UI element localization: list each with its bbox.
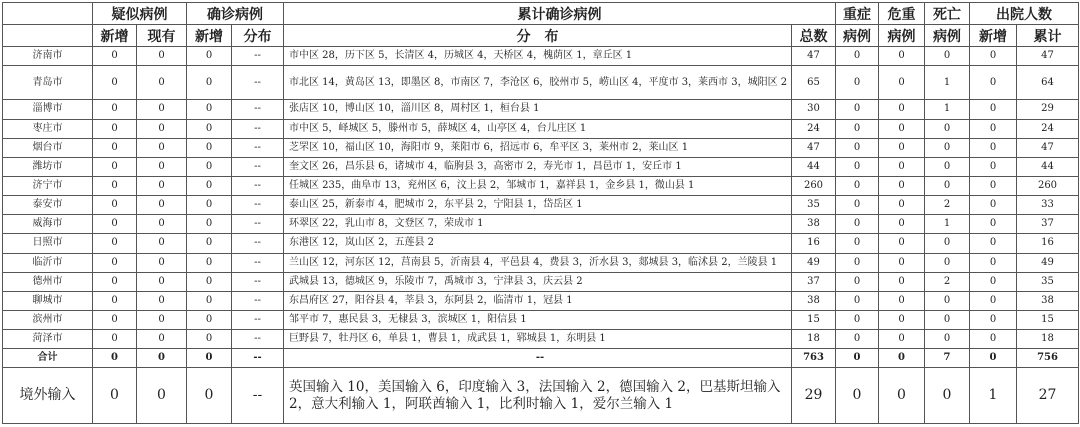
death-cell: 0 [925, 47, 970, 66]
table-row [3, 176, 1079, 195]
suspected-new-cell: 0 [93, 196, 137, 215]
suspected-new-cell: 0 [93, 66, 137, 100]
suspected-new-cell: 0 [93, 234, 137, 253]
discharged-total-cell: 15 [1017, 310, 1079, 329]
table-row [3, 272, 1079, 291]
header-discharged-total: 累计 [1017, 25, 1079, 47]
total-cell: 65 [792, 66, 836, 100]
header-severe-case: 病例 [836, 25, 879, 47]
severe-cell: 0 [836, 234, 879, 253]
severe-cell: 0 [836, 272, 879, 291]
table-row [3, 157, 1079, 176]
confirmed-new-cell: 0 [187, 291, 232, 310]
discharged-total-cell: 29 [1017, 100, 1079, 119]
discharged-new-cell: 0 [970, 47, 1017, 66]
discharged-total-cell: 18 [1017, 330, 1079, 349]
suspected-new-cell: 0 [93, 330, 137, 349]
header-cumulative-total: 总数 [792, 25, 836, 47]
discharged-new-cell: 0 [970, 234, 1017, 253]
discharged-total-cell: 64 [1017, 66, 1079, 100]
header-row-1 [3, 3, 1079, 25]
table-row [3, 291, 1079, 310]
header-row-2 [3, 25, 1079, 47]
confirmed-new-cell: 0 [187, 310, 232, 329]
confirmed-distribution-cell: -- [232, 310, 284, 329]
city-cell: 临沂市 [3, 253, 93, 272]
confirmed-new-cell: 0 [187, 330, 232, 349]
critical-cell: 0 [879, 176, 925, 195]
discharged-new-cell: 0 [970, 272, 1017, 291]
confirmed-new-cell: 0 [187, 196, 232, 215]
death-cell: 0 [925, 138, 970, 157]
city-cell: 淄博市 [3, 100, 93, 119]
total-cell: 47 [792, 138, 836, 157]
discharged-total-cell: 24 [1017, 119, 1079, 138]
discharged-new-cell: 0 [970, 100, 1017, 119]
critical-cell: 0 [879, 349, 925, 368]
discharged-new-cell: 0 [970, 119, 1017, 138]
city-cell: 德州市 [3, 272, 93, 291]
confirmed-distribution-cell: -- [232, 368, 284, 424]
confirmed-distribution-cell: -- [232, 176, 284, 195]
confirmed-new-cell: 0 [187, 47, 232, 66]
confirmed-distribution-cell: -- [232, 349, 284, 368]
discharged-new-cell: 0 [970, 66, 1017, 100]
distribution-cell: -- [284, 349, 792, 368]
death-cell: 0 [925, 368, 970, 424]
header-discharged: 出院人数 [970, 3, 1079, 25]
discharged-new-cell: 0 [970, 138, 1017, 157]
confirmed-distribution-cell: -- [232, 330, 284, 349]
severe-cell: 0 [836, 119, 879, 138]
table-row [3, 253, 1079, 272]
death-cell: 0 [925, 330, 970, 349]
suspected-new-cell: 0 [93, 272, 137, 291]
critical-cell: 0 [879, 119, 925, 138]
distribution-cell: 市中区 5，峄城区 5，滕州市 5，薛城区 4，山亭区 4，台儿庄区 1 [284, 119, 792, 138]
suspected-current-cell: 0 [137, 119, 187, 138]
city-cell: 日照市 [3, 234, 93, 253]
suspected-current-cell: 0 [137, 215, 187, 234]
discharged-total-cell: 47 [1017, 138, 1079, 157]
confirmed-distribution-cell: -- [232, 66, 284, 100]
critical-cell: 0 [879, 272, 925, 291]
suspected-current-cell: 0 [137, 272, 187, 291]
total-cell: 260 [792, 176, 836, 195]
suspected-current-cell: 0 [137, 100, 187, 119]
severe-cell: 0 [836, 215, 879, 234]
confirmed-distribution-cell: -- [232, 215, 284, 234]
confirmed-distribution-cell: -- [232, 119, 284, 138]
confirmed-new-cell: 0 [187, 215, 232, 234]
severe-cell: 0 [836, 330, 879, 349]
city-cell: 境外输入 [3, 368, 93, 424]
distribution-cell: 英国输入 10，美国输入 6，印度输入 3，法国输入 2，德国输入 2，巴基斯坦输入 2，意大利输入 1，阿联酋输入 1，比利时输入 1，爱尔兰输入 1 [284, 368, 792, 424]
discharged-new-cell: 0 [970, 330, 1017, 349]
severe-cell: 0 [836, 66, 879, 100]
critical-cell: 0 [879, 215, 925, 234]
distribution-cell: 兰山区 12，河东区 12，莒南县 5，沂南县 4，平邑县 4，费县 3，沂水县 3，郯城县 3，临沭县 2，兰陵县 1 [284, 253, 792, 272]
death-cell: 1 [925, 66, 970, 100]
death-cell: 2 [925, 196, 970, 215]
total-cell: 38 [792, 215, 836, 234]
critical-cell: 0 [879, 138, 925, 157]
critical-cell: 0 [879, 196, 925, 215]
discharged-new-cell: 0 [970, 157, 1017, 176]
confirmed-new-cell: 0 [187, 349, 232, 368]
table-row [3, 66, 1079, 100]
distribution-cell: 市中区 28，历下区 5，长清区 4，历城区 4，天桥区 4，槐荫区 1，章丘区 1 [284, 47, 792, 66]
discharged-new-cell: 0 [970, 196, 1017, 215]
discharged-new-cell: 0 [970, 291, 1017, 310]
suspected-new-cell: 0 [93, 157, 137, 176]
distribution-cell: 芝罘区 10，福山区 10，海阳市 9，莱阳市 6，招远市 6，牟平区 3，莱州市 2，莱山区 1 [284, 138, 792, 157]
severe-cell: 0 [836, 253, 879, 272]
confirmed-distribution-cell: -- [232, 253, 284, 272]
distribution-cell: 武城县 13，德城区 9，乐陵市 7，禹城市 3，宁津县 3，庆云县 2 [284, 272, 792, 291]
total-cell: 38 [792, 291, 836, 310]
header-death-case: 病例 [925, 25, 970, 47]
header-cumulative: 累计确诊病例 [284, 3, 836, 25]
confirmed-new-cell: 0 [187, 66, 232, 100]
total-cell: 29 [792, 368, 836, 424]
discharged-total-cell: 260 [1017, 176, 1079, 195]
table-row [3, 310, 1079, 329]
critical-cell: 0 [879, 330, 925, 349]
death-cell: 0 [925, 253, 970, 272]
discharged-total-cell: 35 [1017, 272, 1079, 291]
critical-cell: 0 [879, 368, 925, 424]
confirmed-distribution-cell: -- [232, 234, 284, 253]
severe-cell: 0 [836, 291, 879, 310]
total-cell: 763 [792, 349, 836, 368]
severe-cell: 0 [836, 349, 879, 368]
table-row [3, 349, 1079, 368]
critical-cell: 0 [879, 47, 925, 66]
total-cell: 30 [792, 100, 836, 119]
death-cell: 0 [925, 176, 970, 195]
suspected-current-cell: 0 [137, 234, 187, 253]
suspected-new-cell: 0 [93, 100, 137, 119]
confirmed-new-cell: 0 [187, 234, 232, 253]
critical-cell: 0 [879, 234, 925, 253]
suspected-current-cell: 0 [137, 138, 187, 157]
discharged-new-cell: 0 [970, 349, 1017, 368]
distribution-cell: 东港区 12，岚山区 2，五莲县 2 [284, 234, 792, 253]
table-row [3, 215, 1079, 234]
suspected-current-cell: 0 [137, 330, 187, 349]
total-cell: 49 [792, 253, 836, 272]
total-cell: 16 [792, 234, 836, 253]
suspected-current-cell: 0 [137, 47, 187, 66]
death-cell: 1 [925, 215, 970, 234]
severe-cell: 0 [836, 157, 879, 176]
discharged-total-cell: 756 [1017, 349, 1079, 368]
suspected-new-cell: 0 [93, 253, 137, 272]
critical-cell: 0 [879, 310, 925, 329]
confirmed-distribution-cell: -- [232, 47, 284, 66]
confirmed-new-cell: 0 [187, 253, 232, 272]
critical-cell: 0 [879, 66, 925, 100]
suspected-current-cell: 0 [137, 253, 187, 272]
confirmed-distribution-cell: -- [232, 291, 284, 310]
header-suspected-new: 新增 [93, 25, 137, 47]
total-cell: 35 [792, 196, 836, 215]
table-row [3, 138, 1079, 157]
suspected-current-cell: 0 [137, 349, 187, 368]
suspected-current-cell: 0 [137, 66, 187, 100]
severe-cell: 0 [836, 368, 879, 424]
city-cell: 济宁市 [3, 176, 93, 195]
distribution-cell: 邹平市 7，惠民县 3，无棣县 3，滨城区 1，阳信县 1 [284, 310, 792, 329]
distribution-cell: 环翠区 22，乳山市 8，文登区 7，荣成市 1 [284, 215, 792, 234]
confirmed-distribution-cell: -- [232, 100, 284, 119]
header-city-blank-2 [3, 25, 93, 47]
discharged-total-cell: 33 [1017, 196, 1079, 215]
header-death: 死亡 [925, 3, 970, 25]
confirmed-distribution-cell: -- [232, 196, 284, 215]
suspected-new-cell: 0 [93, 310, 137, 329]
death-cell: 1 [925, 100, 970, 119]
suspected-new-cell: 0 [93, 368, 137, 424]
header-critical-case: 病例 [879, 25, 925, 47]
discharged-total-cell: 47 [1017, 47, 1079, 66]
death-cell: 0 [925, 157, 970, 176]
header-confirmed: 确诊病例 [187, 3, 284, 25]
total-cell: 47 [792, 47, 836, 66]
suspected-new-cell: 0 [93, 291, 137, 310]
severe-cell: 0 [836, 196, 879, 215]
distribution-cell: 东昌府区 27，阳谷县 4，莘县 3，东阿县 2，临清市 1，冠县 1 [284, 291, 792, 310]
death-cell: 0 [925, 119, 970, 138]
confirmed-distribution-cell: -- [232, 138, 284, 157]
header-discharged-new: 新增 [970, 25, 1017, 47]
city-cell: 青岛市 [3, 66, 93, 100]
discharged-total-cell: 38 [1017, 291, 1079, 310]
severe-cell: 0 [836, 100, 879, 119]
table-row [3, 47, 1079, 66]
header-suspected: 疑似病例 [93, 3, 187, 25]
total-cell: 44 [792, 157, 836, 176]
severe-cell: 0 [836, 47, 879, 66]
city-cell: 聊城市 [3, 291, 93, 310]
suspected-new-cell: 0 [93, 119, 137, 138]
confirmed-new-cell: 0 [187, 119, 232, 138]
discharged-new-cell: 0 [970, 253, 1017, 272]
confirmed-new-cell: 0 [187, 100, 232, 119]
city-cell: 潍坊市 [3, 157, 93, 176]
header-suspected-current: 现有 [137, 25, 187, 47]
critical-cell: 0 [879, 157, 925, 176]
suspected-current-cell: 0 [137, 176, 187, 195]
total-cell: 15 [792, 310, 836, 329]
confirmed-distribution-cell: -- [232, 272, 284, 291]
suspected-new-cell: 0 [93, 349, 137, 368]
header-cumulative-distribution: 分 布 [284, 25, 792, 47]
city-cell: 威海市 [3, 215, 93, 234]
death-cell: 7 [925, 349, 970, 368]
suspected-current-cell: 0 [137, 368, 187, 424]
table-body [3, 47, 1079, 424]
distribution-cell: 市北区 14，黄岛区 13，即墨区 8，市南区 7，李沧区 6，胶州市 5，崂山区 4，平度市 3，莱西市 3，城阳区 2 [284, 66, 792, 100]
suspected-new-cell: 0 [93, 176, 137, 195]
total-cell: 18 [792, 330, 836, 349]
discharged-total-cell: 44 [1017, 157, 1079, 176]
confirmed-new-cell: 0 [187, 138, 232, 157]
severe-cell: 0 [836, 138, 879, 157]
city-cell: 滨州市 [3, 310, 93, 329]
severe-cell: 0 [836, 176, 879, 195]
distribution-cell: 任城区 235，曲阜市 13，兖州区 6，汶上县 2，邹城市 1，嘉祥县 1，金乡县 1，微山县 1 [284, 176, 792, 195]
suspected-new-cell: 0 [93, 215, 137, 234]
header-confirmed-distribution: 分布 [232, 25, 284, 47]
suspected-current-cell: 0 [137, 310, 187, 329]
confirmed-new-cell: 0 [187, 368, 232, 424]
critical-cell: 0 [879, 291, 925, 310]
distribution-cell: 泰山区 25，新泰市 4，肥城市 2，东平县 2，宁阳县 1，岱岳区 1 [284, 196, 792, 215]
table-row [3, 368, 1079, 424]
critical-cell: 0 [879, 253, 925, 272]
discharged-total-cell: 49 [1017, 253, 1079, 272]
city-cell: 枣庄市 [3, 119, 93, 138]
total-cell: 24 [792, 119, 836, 138]
discharged-new-cell: 0 [970, 310, 1017, 329]
confirmed-new-cell: 0 [187, 157, 232, 176]
death-cell: 0 [925, 234, 970, 253]
suspected-new-cell: 0 [93, 47, 137, 66]
city-cell: 合计 [3, 349, 93, 368]
city-cell: 菏泽市 [3, 330, 93, 349]
discharged-total-cell: 16 [1017, 234, 1079, 253]
suspected-current-cell: 0 [137, 291, 187, 310]
discharged-total-cell: 37 [1017, 215, 1079, 234]
confirmed-new-cell: 0 [187, 272, 232, 291]
distribution-cell: 巨野县 7，牡丹区 6，单县 1，曹县 1，成武县 1，郓城县 1，东明县 1 [284, 330, 792, 349]
table-row [3, 330, 1079, 349]
suspected-current-cell: 0 [137, 157, 187, 176]
header-critical: 危重 [879, 3, 925, 25]
confirmed-new-cell: 0 [187, 176, 232, 195]
discharged-new-cell: 0 [970, 215, 1017, 234]
table-row [3, 119, 1079, 138]
city-cell: 烟台市 [3, 138, 93, 157]
table-row [3, 196, 1079, 215]
header-confirmed-new: 新增 [187, 25, 232, 47]
city-cell: 泰安市 [3, 196, 93, 215]
header-city-blank [3, 3, 93, 25]
death-cell: 0 [925, 291, 970, 310]
table-row [3, 100, 1079, 119]
suspected-current-cell: 0 [137, 196, 187, 215]
covid-statistics-table [2, 2, 1079, 424]
city-cell: 济南市 [3, 47, 93, 66]
suspected-new-cell: 0 [93, 138, 137, 157]
distribution-cell: 奎文区 26，昌乐县 6，诸城市 4，临朐县 3，高密市 2，寿光市 1，昌邑市 1，安丘市 1 [284, 157, 792, 176]
table-row [3, 234, 1079, 253]
confirmed-distribution-cell: -- [232, 157, 284, 176]
critical-cell: 0 [879, 100, 925, 119]
death-cell: 0 [925, 310, 970, 329]
total-cell: 37 [792, 272, 836, 291]
header-severe: 重症 [836, 3, 879, 25]
discharged-total-cell: 27 [1017, 368, 1079, 424]
distribution-cell: 张店区 10，博山区 10，淄川区 8，周村区 1，桓台县 1 [284, 100, 792, 119]
severe-cell: 0 [836, 310, 879, 329]
discharged-new-cell: 1 [970, 368, 1017, 424]
death-cell: 2 [925, 272, 970, 291]
discharged-new-cell: 0 [970, 176, 1017, 195]
